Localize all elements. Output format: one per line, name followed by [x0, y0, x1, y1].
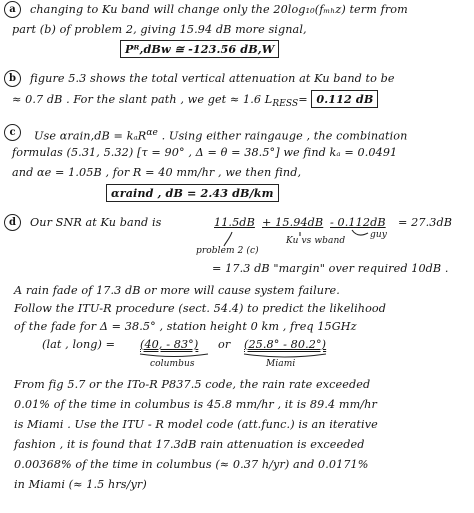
- part-c-exponent: αe: [146, 128, 158, 138]
- arrow-problem2c: [224, 232, 232, 246]
- part-d-term-problem2: 11.5dB: [214, 216, 255, 229]
- part-c-line1-suffix: . Using either raingauge , the combination: [161, 129, 408, 143]
- part-b-line2-prefix: ≈ 0.7 dB . For the slant path , we get ≈ 1.6 L: [12, 93, 273, 106]
- part-c-line2: formulas (5.31, 5.32) [τ = 90° , Δ = θ = 38.5°] we find kₐ = 0.0491: [12, 146, 398, 159]
- part-d-term-attenuation: - 0.112dB: [330, 216, 386, 229]
- columbus-brace: [140, 354, 208, 357]
- part-d-miami-coords: (25.8° - 80.2°): [244, 338, 327, 351]
- part-c-line3: and αe = 1.05B , for R = 40 mm/hr , we then find,: [12, 166, 302, 179]
- part-d-line4: Follow the ITU-R procedure (sect. 54.4) to predict the likelihood: [14, 302, 387, 315]
- part-c-result-box: αraind , dB = 2.43 dB/km: [106, 184, 279, 202]
- part-c-marker: c: [4, 124, 21, 141]
- part-a-result-box: Pᴿ,dBw ≅ -123.56 dB,W: [120, 40, 279, 58]
- part-d-paragraph-line1: From fig 5.7 or the ITo-R P837.5 code, the rain rate exceeded: [14, 378, 371, 391]
- part-d-line1-prefix: Our SNR at Ku band is: [30, 216, 162, 229]
- part-d-line3: A rain fade of 17.3 dB or more will cause system failure.: [14, 284, 340, 297]
- part-d-paragraph-line2: 0.01% of the time in columbus is 45.8 mm/hr , it is 89.4 mm/hr: [14, 398, 377, 411]
- part-a-marker: a: [4, 1, 21, 18]
- part-d-term-ku: + 15.94dB: [262, 216, 324, 229]
- part-b-marker: b: [4, 70, 21, 87]
- part-c-line1-prefix: Use αrain,dB = kₐR: [34, 129, 147, 143]
- part-b-line1: figure 5.3 shows the total vertical attenuation at Ku band to be: [30, 72, 395, 85]
- part-b-equals: =: [298, 93, 308, 106]
- annotation-guy: guy: [370, 230, 387, 240]
- part-d-paragraph-line6: in Miami (≈ 1.5 hrs/yr): [14, 478, 147, 491]
- part-d-columbus-coords: (40, - 83°): [140, 338, 199, 351]
- part-d-term-sum: = 27.3dB: [398, 216, 453, 229]
- part-d-or: or: [218, 338, 231, 351]
- part-d-margin-line: = 17.3 dB "margin" over required 10dB .: [212, 262, 449, 275]
- part-a-line1: changing to Ku band will change only the 20log₁₀(fₘₕz) term from: [30, 3, 408, 16]
- part-d-latlong-prefix: (lat , long) =: [42, 338, 116, 351]
- part-d-line5: of the fade for Δ = 38.5° , station height 0 km , freq 15GHz: [14, 320, 357, 333]
- part-d-marker: d: [4, 214, 21, 231]
- part-a-line2: part (b) of problem 2, giving 15.94 dB more signal,: [12, 23, 307, 36]
- annotation-problem2c: problem 2 (c): [196, 246, 259, 256]
- label-columbus: columbus: [150, 359, 195, 369]
- miami-brace: [244, 354, 326, 357]
- part-d-paragraph-line5: 0.00368% of the time in columbus (≈ 0.37 h/yr) and 0.0171%: [14, 458, 369, 471]
- annotation-ku-vs-wband: Ku vs wband: [286, 236, 346, 246]
- label-miami: Miami: [266, 359, 296, 369]
- part-d-paragraph-line4: fashion , it is found that 17.3dB rain attenuation is exceeded: [14, 438, 365, 451]
- part-b-l-subscript: RESS: [272, 99, 299, 110]
- arrow-guy: [352, 230, 368, 235]
- part-b-result-box: 0.112 dB: [311, 90, 378, 108]
- part-d-paragraph-line3: is Miami . Use the ITU - R model code (att.func.) is an iterative: [14, 418, 378, 431]
